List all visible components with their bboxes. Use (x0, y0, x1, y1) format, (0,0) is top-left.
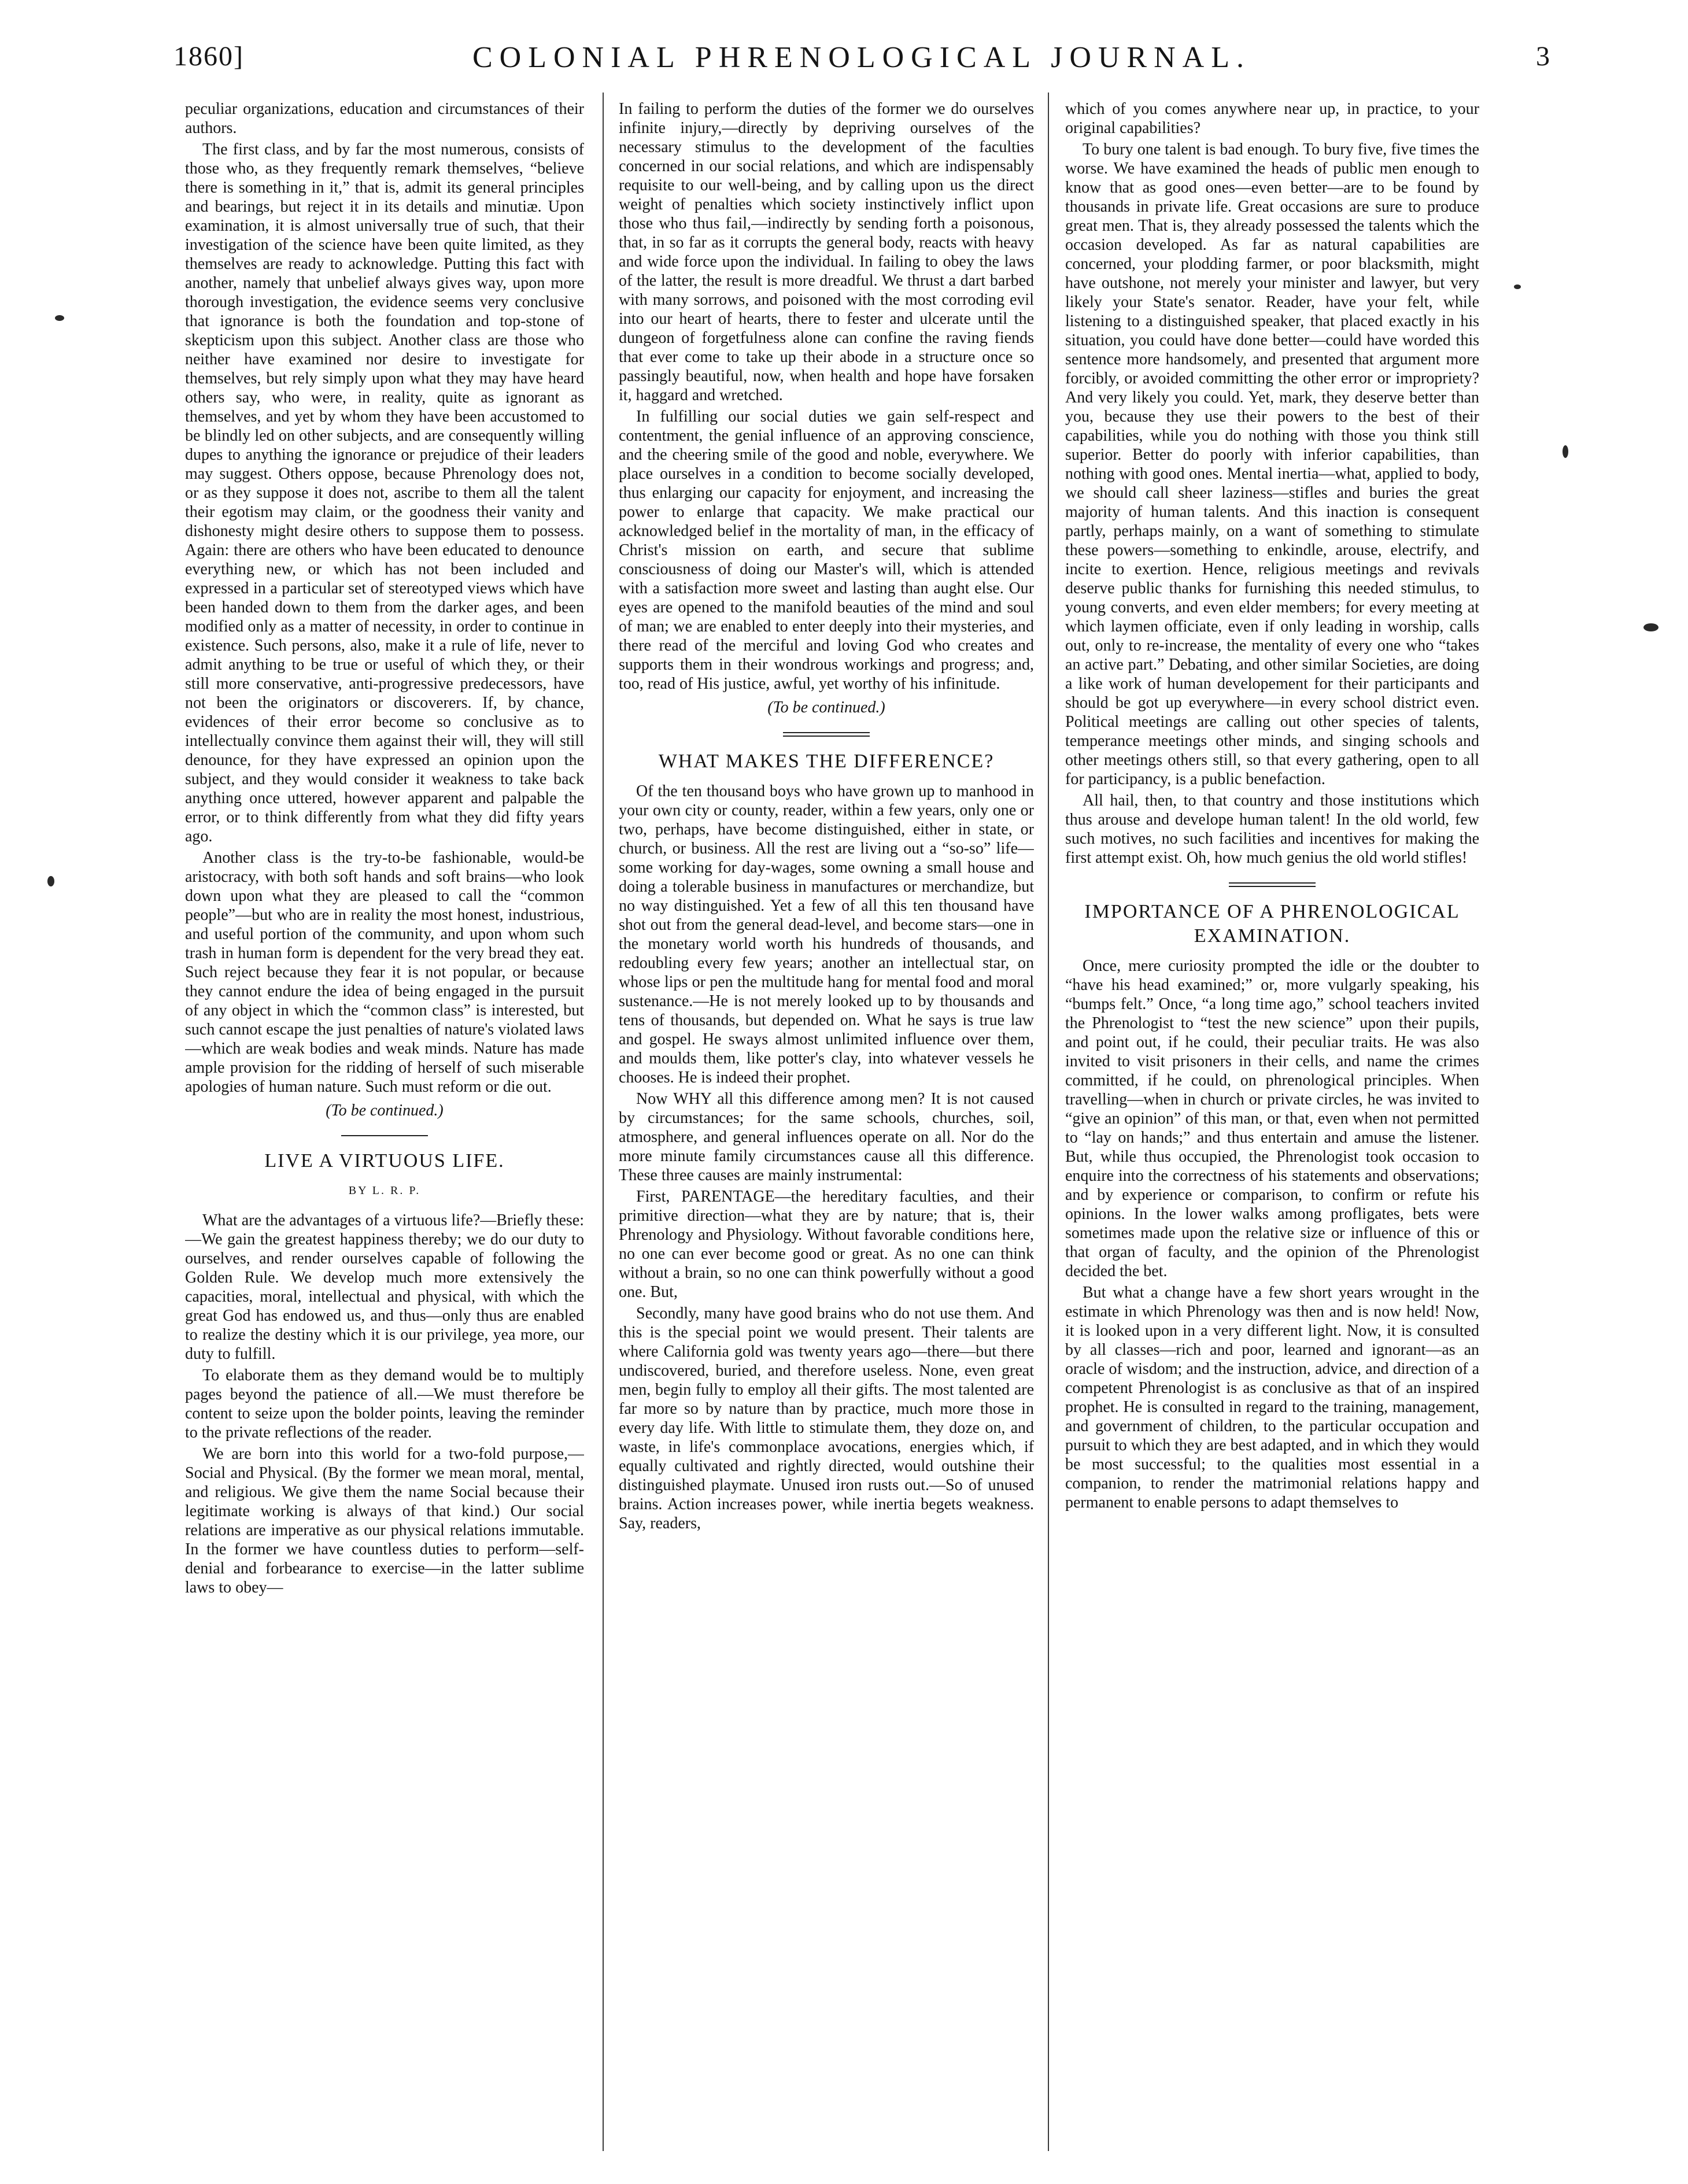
column-3 (1065, 99, 1479, 2146)
paragraph: The first class, and by far the most numerous, consists of those who, as they frequently remark themselves, “believe there is something in it,” that is, admit its general principles and bearings, but reject it in its details and minutiæ. Upon examination, it is almost universally true of such, that their investigation of the science have been quite limited, as they themselves are ready to acknowledge. Putting this fact with another, namely that unbelief always gives way, upon more thorough investigation, the evidence seems very conclusive that ignorance is both the foundation and top-stone of skepticism upon this subject. Another class are those who neither have examined nor desire to investigate for themselves, but rely simply upon what they may have heard others say, who were, in reality, quite as ignorant as themselves, and yet by whom they have been accustomed to be blindly led on other subjects, and are consequently willing dupes to anything the ignorance or prejudice of their leaders may suggest. Others oppose, because Phrenology does not, or as they suppose it does not, ascribe to them all the talent their egotism may claim, or the goodness their vanity and dishonesty might desire others to suppose them to possess. Again: there are others who have been educated to denounce everything new, or which has not been included and expressed in a particular set of stereotyped views which have been handed down to them from the darker ages, and been modified only as a matter of necessity, in order to continue in existence. Such persons, also, make it a rule of life, never to admit anything to be true or useful of which they, or their still more conservative, anti-progressive predecessors, have not been the originators or discoverers. If, by chance, evidences of their error become so conclusive as to intellectually convince them against their will, they will still denounce, for they have expressed an opinion upon the subject, and they would consider it weakness to take back anything once uttered, however apparent and palpable the error, or to think differently from what they did fifty years ago. (185, 141, 584, 845)
paragraph: To elaborate them as they demand would be to multiply pages beyond the patience of all.—We must therefore be content to seize upon the bolder points, leaving the reminder to the private reflections of the reader. (185, 1366, 584, 1442)
continued-note: (To be continued.) (767, 699, 885, 716)
separator-rule (341, 1135, 428, 1136)
paragraph: First, PARENTAGE—the hereditary faculties, and their primitive direction—what they are by nature; that is, their Phrenology and Physiology. Without favorable conditions here, no one can ever become good or great. As no one can think without a brain, so no one can think powerfully without a good one. But, (619, 1188, 1034, 1301)
column-1 (185, 99, 584, 2146)
paragraph: Secondly, many have good brains who do not use them. And this is the special point we would present. Their talents are where California gold was twenty years ago—there—but there undiscovered, buried, and therefore useless. None, even great men, begin fully to employ all their gifts. The most talented are far more so by nature than by practice, much more those in every day life. With little to stimulate them, they doze on, and waste, in life's commonplace avocations, energies which, if equally cultivated and rightly directed, would outshine their distinguished playmate. Unused iron rusts out.—So of unused brains. Action increases power, while inertia begets weakness. Say, readers, (619, 1305, 1034, 1532)
paragraph: In failing to perform the duties of the former we do ourselves infinite injury,—directly by depriving ourselves of the necessary stimulus to the development of the faculties concerned in our social relations, and which are indispensably requisite to our well-being, and by calling upon us the direct weight of penalties which society instinctively inflict upon those who thus fail,—indirectly by sending forth a poisonous, that, in so far as it corrupts the general body, reacts with heavy and wide force upon the individual. In failing to obey the laws of the latter, the result is more dreadful. We thrust a dart barbed with many sorrows, and poisoned with the most corroding evil into our heart of hearts, there to fester and ulcerate until the dungeon of forgetfulness alone can confine the raving fiends that ever come to take up their abode in a structure once so passingly beautiful, now, when health and hope have forsaken it, haggard and wretched. (619, 100, 1034, 404)
journal-title: COLONIAL PHRENOLOGICAL JOURNAL. (472, 41, 1251, 74)
article-title: LIVE A VIRTUOUS LIFE. (264, 1150, 505, 1172)
paragraph: To bury one talent is bad enough. To bury five, five times the worse. We have examined the heads of public men enough to know that as good ones—even better—are to be found by thousands in private life. Great occasions are sure to produce great men. That is, they already possessed the talents which the occasion developed. As far as natural capabilities are concerned, your plodding farmer, or poor blacksmith, might have outshone, not merely your minister and lawyer, but very likely your State's senator. Reader, have your felt, while listening to a distinguished speaker, that placed exactly in his situation, you could have done better—could have worded this sentence more handsomely, and presented that argument more forcibly, or avoided committing the other error or impropriety? And very likely you could. Yet, mark, they deserve better than you, because they use their powers to the best of their capabilities, while you do nothing with those you think still superior. Better do poorly with inferior capabilities, than nothing with good ones. Mental inertia—what, applied to body, we should call sheer laziness—stifles and buries the great majority of human talents. And this inaction is consequent partly, perhaps mainly, on a want of something to stimulate these powers—something to enkindle, arouse, electrify, and incite to exertion. Hence, religious meetings and revivals deserve public thanks for furnishing this needed stimulus, to young converts, and even elder members; for every meeting at which laymen officiate, even if only leading in worship, calls out, only to re-increase, the mentality of every one who “takes an active part.” Debating, and other similar Societies, are doing a like work of human developement for their participants and should be got up everywhere—in every school district even. Political meetings are calling out other species of talents, temperance meetings other minds, and singing schools and other meetings others still, so that every gathering, open to all for participancy, is a public benefaction. (1065, 141, 1479, 788)
separator-rule (783, 732, 870, 737)
page-number: 3 (1536, 41, 1550, 72)
scan-speck (1643, 623, 1659, 631)
paragraph: In fulfilling our social duties we gain self-respect and contentment, the genial influence of an approving conscience, and the cheering smile of the good and noble, everywhere. We place ourselves in a condition to become socially developed, thus enlarging our capacity for enjoyment, and increasing the power to enlarge that capacity. We make practical our acknowledged belief in the mortality of man, in the efficacy of Christ's mission on earth, and secure that sublime consciousness of doing our Master's will, which is attended with a satisfaction more sweet and lasting than aught else. Our eyes are opened to the manifold beauties of the mind and soul of man; we are enabled to enter deeply into their mysteries, and there read of the merciful and loving God who creates and supports them in their wondrous workings and progress; and, too, read of His justice, awful, yet worthy of his infinitude. (619, 408, 1034, 693)
paragraph: But what a change have a few short years wrought in the estimate in which Phrenology was then and is now held! Now, it is looked upon in a very different light. Now, it is consulted by all classes—rich and poor, learned and ignorant—as an oracle of wisdom; and the instruction, advice, and direction of a competent Phrenologist is as conclusive as that of an inspired prophet. He is consulted in regard to the training, management, and government of children, to the particular occupation and pursuit to which they are best adapted, and in which they would be most successful; to the qualities most essential in a companion, to render the matrimonial relations happy and permanent to enable persons to adapt themselves to (1065, 1284, 1479, 1512)
paragraph: Once, mere curiosity prompted the idle or the doubter to “have his head examined;” or, more vulgarly speaking, his “bumps felt.” Once, “a long time ago,” school teachers invited the Phrenologist to “test the new science” upon their pupils, and point out, if he could, their peculiar traits. He was also invited to visit prisoners in their cells, and name the crimes committed, if he could, on phrenological principles. When travelling—when in church or private circles, he was invited to “give an opinion” of this man, or that, even when not permitted to “lay on hands;” and thus entertain and amuse the listener. But, while thus occupied, the Phrenologist took occasion to enquire into the correctness of his statements and observations; and by experience or comparison, to confirm or refute his opinions. In the lower walks among profligates, bets were sometimes made upon the relative size or influence of this or that organ of faculty, and the opinion of the Phrenologist decided the bet. (1065, 957, 1479, 1280)
page-header (173, 36, 1550, 82)
separator-rule (1229, 882, 1316, 887)
column-divider-1 (603, 93, 604, 2151)
paragraph: Another class is the try-to-be fashionable, would-be aristocracy, with both soft hands and soft brains—who look down upon what they are pleased to call the “common people”—but who are in reality the most honest, industrious, and useful portion of the community, and upon whom such trash in human form is dependent for the very bread they eat. Such reject because they fear it is not popular, or because they cannot endure the idea of being engaged in the pursuit of any object in which the “common class” is interested, but such cannot escape the just penalties of nature's violated laws—which are weak bodies and weak minds. Nature has made ample provision for the ridding of herself of such miserable apologies of human nature. Such must reform or die out. (185, 849, 584, 1096)
paragraph: All hail, then, to that country and those institutions which thus arouse and develope human talent! In the old world, few such motives, no such facilities and incentives for making the first attempt exist. Oh, how much genius the old world stifles! (1065, 792, 1479, 867)
paragraph: Of the ten thousand boys who have grown up to manhood in your own city or county, reader, within a few years, only one or two, perhaps, have become distinguished, either in state, or church, or business. All the rest are living out a “so-so” life—some working for day-wages, some owning a small house and doing a tolerable business in manufactures or merchandize, but no way distinguished. Yet a few of all this ten thousand have shot out from the general dead-level, and become stars—one in the monetary world worth his hundreds of thousands, and redoubling every few years; another an intellectual star, on whose lips or pen the multitude hang for mental food and moral sustenance.—He is not merely looked up to by thousands and tens of thousands, but depended on. What he says is true law and gospel. He sways almost unlimited influence over them, and moulds them, like potter's clay, into whatever vessels he chooses. He is indeed their prophet. (619, 782, 1034, 1087)
paragraph: which of you comes anywhere near up, in practice, to your original capabilities? (1065, 100, 1479, 137)
paragraph: We are born into this world for a two-fold purpose,—Social and Physical. (By the former we mean moral, mental, and religious. We give them the name Social because their legitimate working is always of that kind.) Our social relations are imperative as our physical relations immutable. In the former we have countless duties to perform—self-denial and forbearance to exercise—in the latter sublime laws to obey— (185, 1445, 584, 1597)
scan-speck (55, 315, 64, 321)
scan-speck (1563, 445, 1568, 458)
column-divider-2 (1048, 93, 1049, 2151)
article-byline: BY L. R. P. (348, 1184, 421, 1197)
header-year: 1860] (173, 41, 244, 72)
scan-speck (1514, 284, 1521, 289)
article-title: IMPORTANCE OF A PHRENOLOGICAL EXAMINATION. (1084, 901, 1460, 947)
scan-speck (47, 876, 54, 886)
paragraph: Now WHY all this difference among men? It is not caused by circumstances; for the same schools, churches, soil, atmosphere, and general influences operate on all. Nor do the more minute family circumstances cause all this difference. These three causes are mainly instrumental: (619, 1090, 1034, 1184)
column-2 (619, 99, 1034, 2146)
continued-note: (To be continued.) (326, 1102, 444, 1119)
article-title: WHAT MAKES THE DIFFERENCE? (658, 751, 995, 772)
paragraph: peculiar organizations, education and circumstances of their authors. (185, 100, 584, 137)
paragraph: What are the advantages of a virtuous life?—Briefly these:—We gain the greatest happiness thereby; we do our duty to ourselves, and render ourselves capable of following the Golden Rule. We develop much more extensively the capacities, moral, intellectual and physical, with which the great God has endowed us, and thus—only thus are enabled to realize the destiny which it is our privilege, yea more, our duty to fulfill. (185, 1211, 584, 1363)
